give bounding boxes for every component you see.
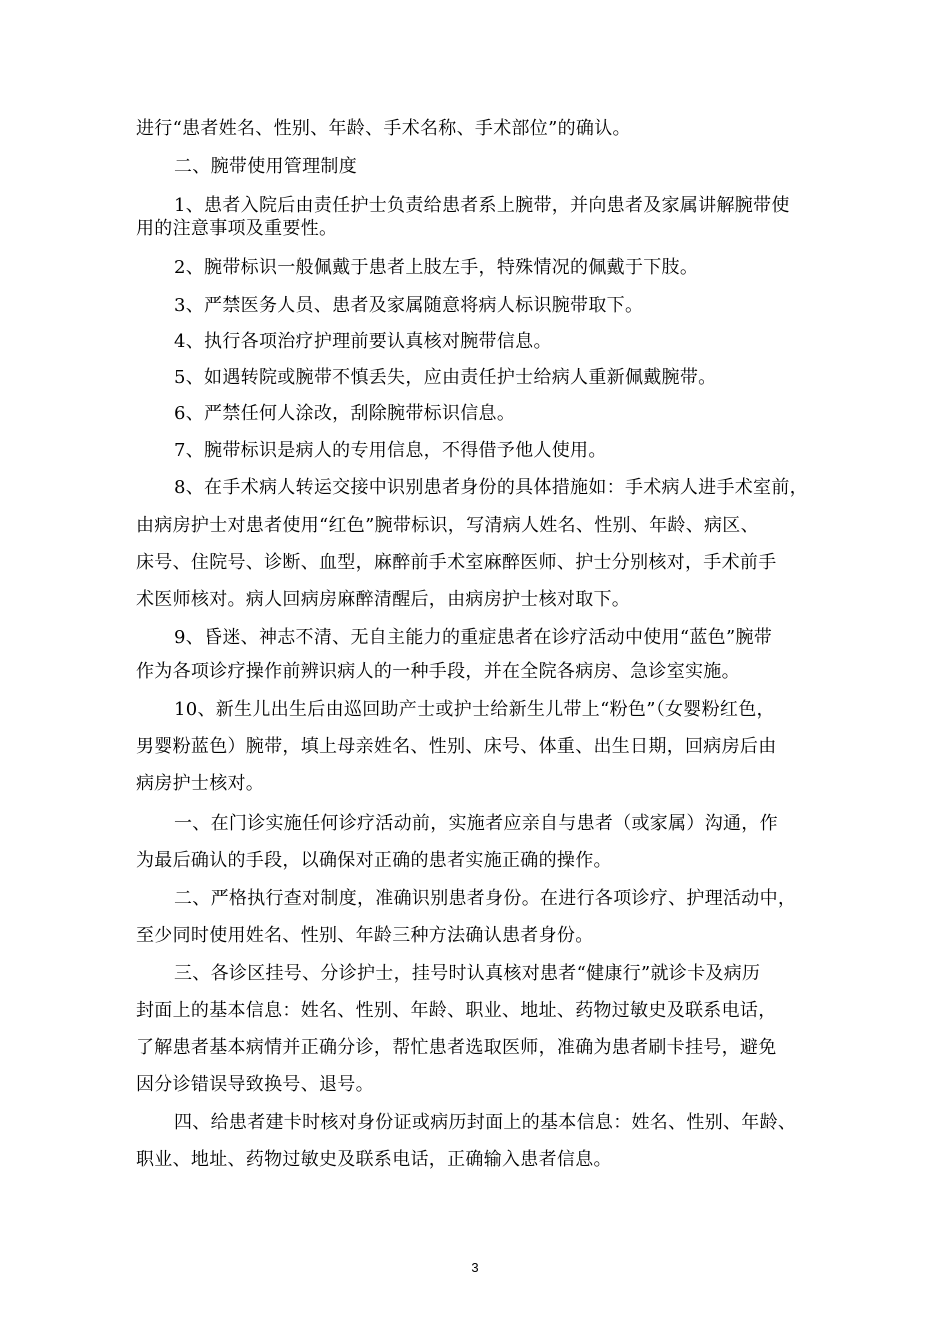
page-number: 3 bbox=[471, 1260, 479, 1275]
text-line: 因分诊错误导致换号、退号。 bbox=[136, 1074, 374, 1095]
text-line: 了解患者基本病情并正确分诊，帮忙患者选取医师，准确为患者刷卡挂号，避免 bbox=[136, 1037, 777, 1058]
text-line: 职业、地址、药物过敏史及联系电话，正确输入患者信息。 bbox=[136, 1149, 612, 1170]
text-line: 进行“患者姓名、性别、年龄、手术名称、手术部位”的确认。 bbox=[136, 118, 631, 139]
text-line: 男婴粉蓝色）腕带，填上母亲姓名、性别、床号、体重、出生日期，回病房后由 bbox=[136, 736, 777, 757]
text-line: 术医师核对。病人回病房麻醉清醒后，由病房护士核对取下。 bbox=[136, 589, 631, 610]
text-line: 为最后确认的手段，以确保对正确的患者实施正确的操作。 bbox=[136, 850, 612, 871]
text-line: 用的注意事项及重要性。 bbox=[136, 218, 338, 239]
text-line: 2、腕带标识一般佩戴于患者上肢左手，特殊情况的佩戴于下肢。 bbox=[174, 257, 699, 278]
text-line: 9、昏迷、神志不清、无自主能力的重症患者在诊疗活动中使用“蓝色”腕带 bbox=[174, 627, 773, 648]
text-line: 四、给患者建卡时核对身份证或病历封面上的基本信息：姓名、性别、年龄、 bbox=[174, 1112, 797, 1133]
text-line: 封面上的基本信息：姓名、性别、年龄、职业、地址、药物过敏史及联系电话， bbox=[136, 1000, 777, 1021]
text-line: 6、严禁任何人涂改，刮除腕带标识信息。 bbox=[174, 403, 516, 424]
text-line: 1、患者入院后由责任护士负责给患者系上腕带，并向患者及家属讲解腕带使 bbox=[174, 195, 790, 216]
text-line: 5、如遇转院或腕带不慎丢失，应由责任护士给病人重新佩戴腕带。 bbox=[174, 367, 717, 388]
text-line: 3、严禁医务人员、患者及家属随意将病人标识腕带取下。 bbox=[174, 295, 644, 316]
text-line: 一、在门诊实施任何诊疗活动前，实施者应亲自与患者（或家属）沟通，作 bbox=[174, 813, 778, 834]
section-heading: 二、腕带使用管理制度 bbox=[174, 156, 357, 177]
text-line: 由病房护士对患者使用“红色”腕带标识，写清病人姓名、性别、年龄、病区、 bbox=[136, 515, 759, 536]
text-line: 二、严格执行查对制度，准确识别患者身份。在进行各项诊疗、护理活动中， bbox=[174, 888, 797, 909]
text-line: 4、执行各项治疗护理前要认真核对腕带信息。 bbox=[174, 331, 552, 352]
text-line: 三、各诊区挂号、分诊护士，挂号时认真核对患者“健康行”就诊卡及病历 bbox=[174, 963, 761, 984]
text-line: 至少同时使用姓名、性别、年龄三种方法确认患者身份。 bbox=[136, 925, 594, 946]
text-line: 10、新生儿出生后由巡回助产士或护士给新生儿带上“粉色”（女婴粉红色， bbox=[174, 699, 775, 720]
text-line: 床号、住院号、诊断、血型，麻醉前手术室麻醉医师、护士分别核对，手术前手 bbox=[136, 552, 777, 573]
text-line: 8、在手术病人转运交接中识别患者身份的具体措施如：手术病人进手术室前， bbox=[174, 477, 808, 498]
text-line: 7、腕带标识是病人的专用信息，不得借予他人使用。 bbox=[174, 440, 607, 461]
text-line: 病房护士核对。 bbox=[136, 773, 265, 794]
text-line: 作为各项诊疗操作前辨识病人的一种手段，并在全院各病房、急诊室实施。 bbox=[136, 661, 740, 682]
